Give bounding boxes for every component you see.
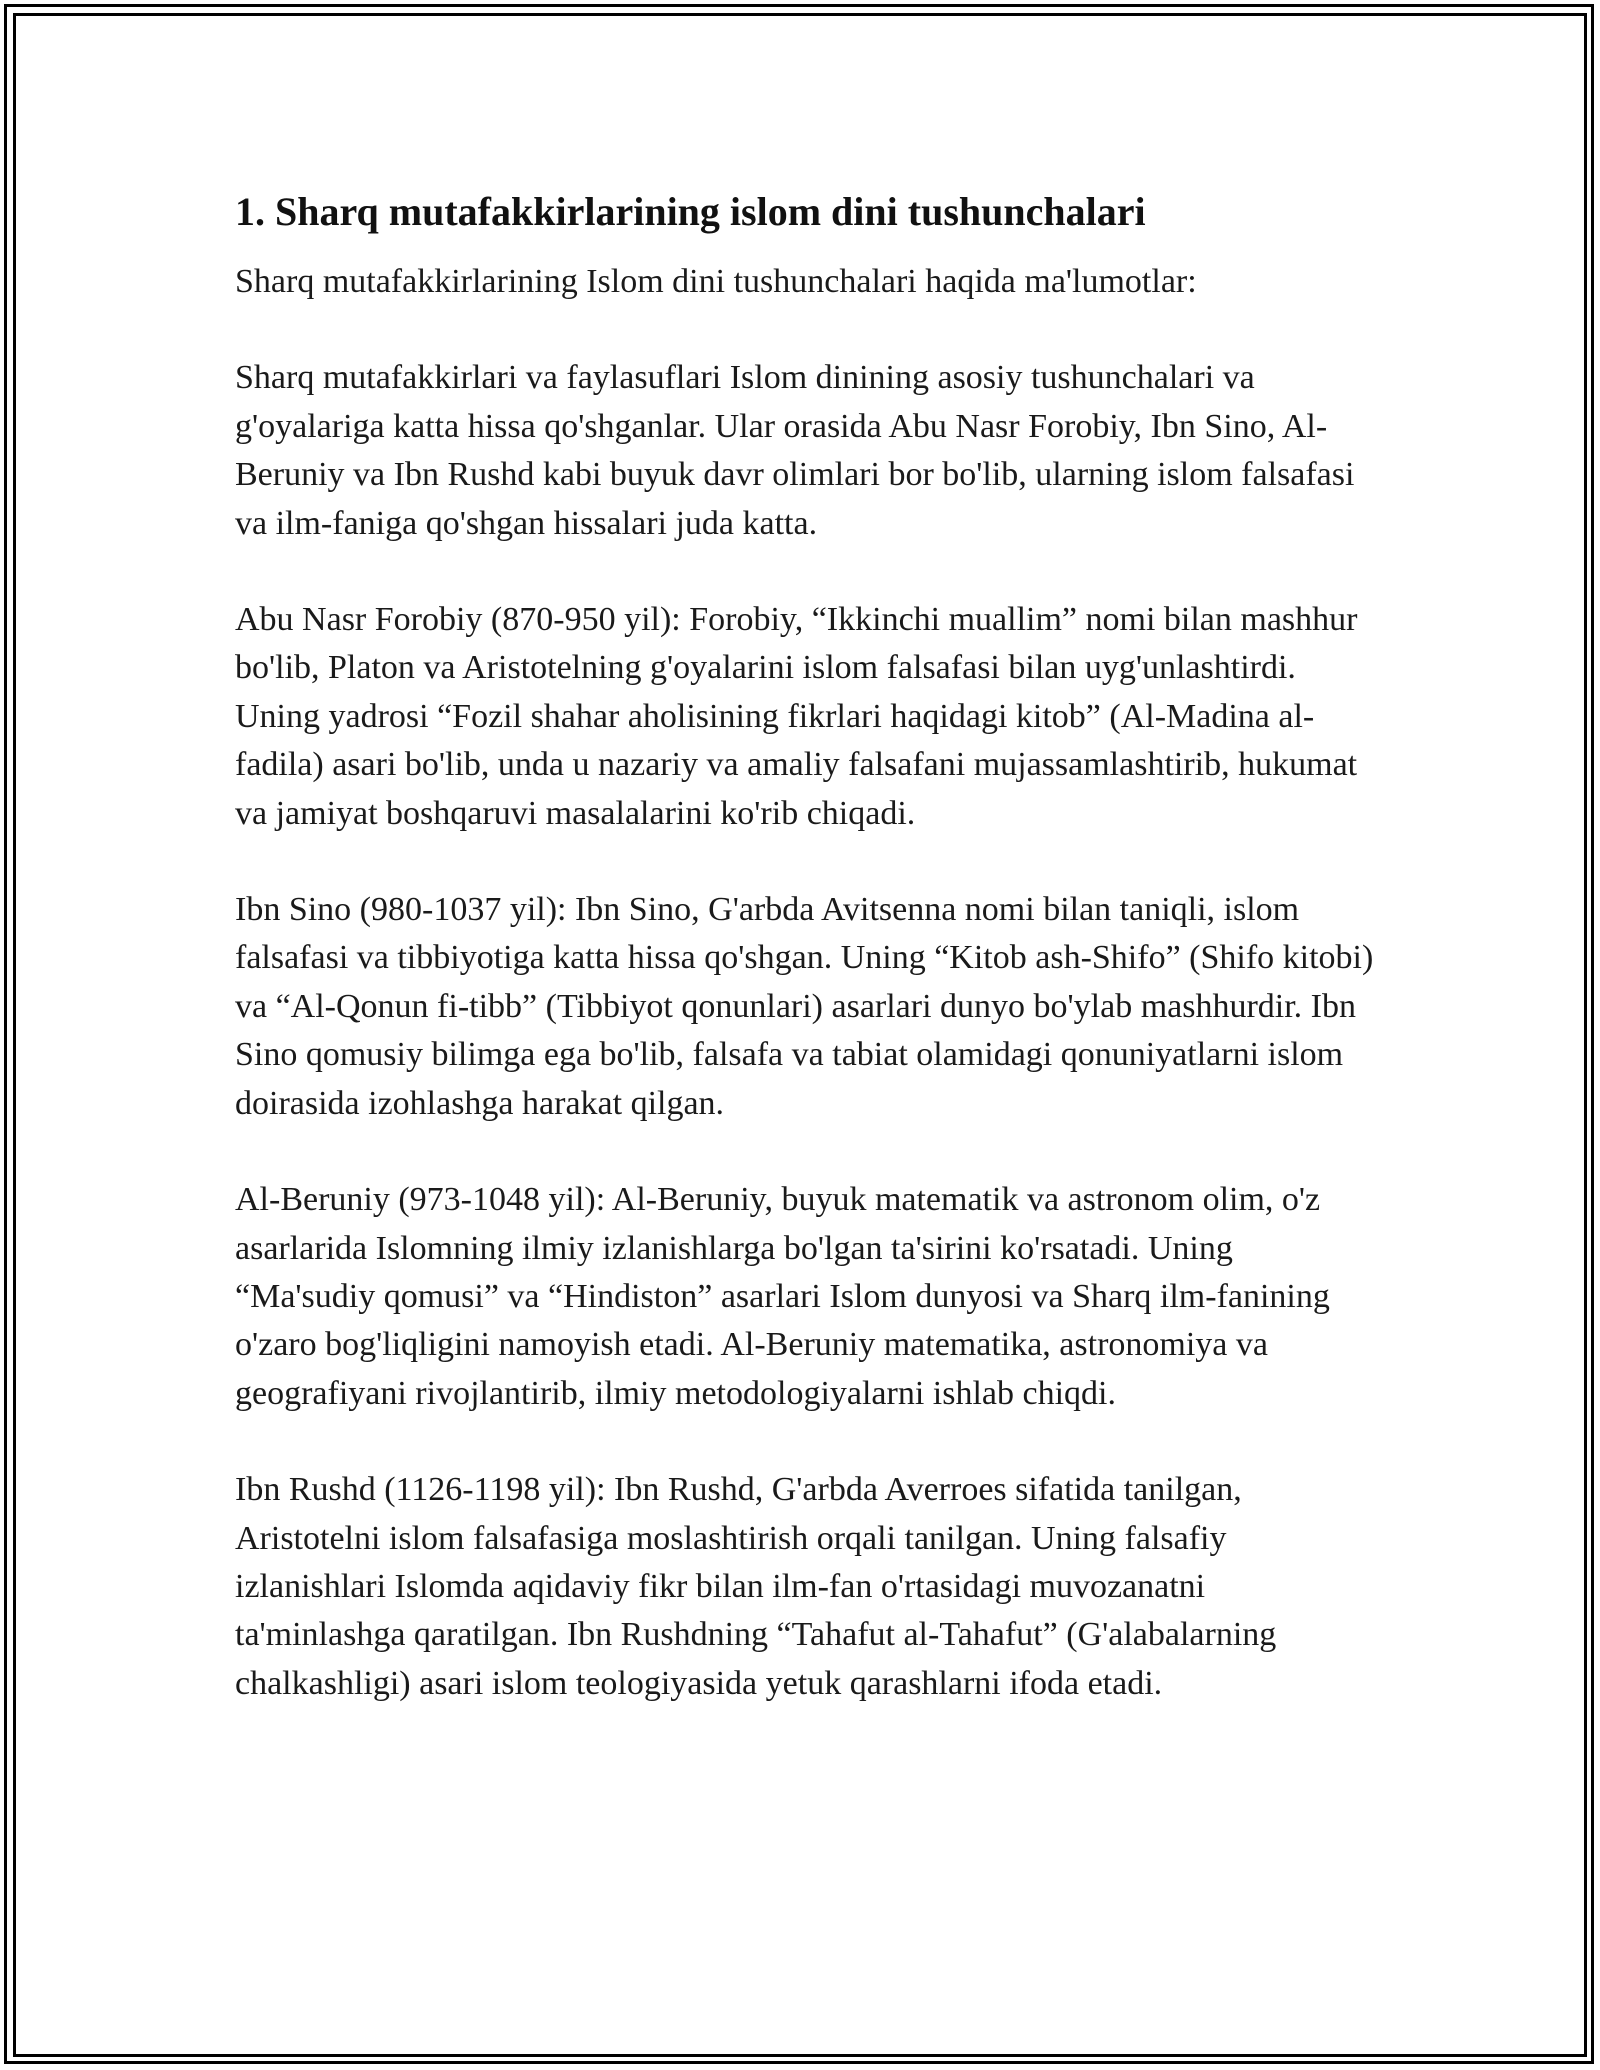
paragraph-ibn-rushd: Ibn Rushd (1126-1198 yil): Ibn Rushd, G'arbda Averroes sifatida tanilgan, Aristotelni islom falsafasiga moslashtirish orqali tanilgan. Uning falsafiy izlanishlari Islomda aqidaviy fikr bilan ilm-fan o'rtasidagi muvozanatni ta'minlashga qaratilgan. Ibn Rushdning “Tahafut al-Tahafut” (G'alabalarning chalkashligi) asari islom teologiyasida yetuk qarashlarni ifoda etadi. — [235, 1471, 1277, 1702]
paragraph-overview: Sharq mutafakkirlari va faylasuflari Islom dinining asosiy tushunchalari va g'oyalariga katta hissa qo'shganlar. Ular orasida Abu Nasr Forobiy, Ibn Sino, Al-Beruniy va Ibn Rushd kabi buyuk davr olimlari bor bo'lib, ularning islom falsafasi va ilm-faniga qo'shgan hissalari juda katta. — [235, 359, 1355, 542]
paragraph-forobiy: Abu Nasr Forobiy (870-950 yil): Forobiy, “Ikkinchi muallim” nomi bilan mashhur bo'lib, Platon va Aristotelning g'oyalarini islom falsafasi bilan uyg'unlashtirdi. Uning yadrosi “Fozil shahar aholisining fikrlari haqidagi kitob” (Al-Madina al-fadila) asari bo'lib, unda u nazariy va amaliy falsafani mujassamlashtirib, hukumat va jamiyat boshqaruvi masalalarini ko'rib chiqadi. — [235, 601, 1358, 832]
intro-paragraph: Sharq mutafakkirlarining Islom dini tushunchalari haqida ma'lumotlar: — [235, 263, 1197, 300]
paragraph-beruniy: Al-Beruniy (973-1048 yil): Al-Beruniy, buyuk matematik va astronom olim, o'z asarlarida Islomning ilmiy izlanishlarga bo'lgan ta'sirini ko'rsatadi. Uning “Ma'sudiy qomusi” va “Hindiston” asarlari Islom dunyosi va Sharq ilm-fanining o'zaro bog'liqligini namoyish etadi. Al-Beruniy matematika, astronomiya va geografiyani rivojlantirib, ilmiy metodologiyalarni ishlab chiqdi. — [235, 1181, 1330, 1412]
document-body — [235, 186, 1375, 1756]
section-heading: 1. Sharq mutafakkirlarining islom dini tushunchalari — [235, 189, 1146, 234]
paragraph-ibn-sino: Ibn Sino (980-1037 yil): Ibn Sino, G'arbda Avitsenna nomi bilan taniqli, islom falsafasi va tibbiyotiga katta hissa qo'shgan. Uning “Kitob ash-Shifo” (Shifo kitobi) va “Al-Qonun fi-tibb” (Tibbiyot qonunlari) asarlari dunyo bo'ylab mashhurdir. Ibn Sino qomusiy bilimga ega bo'lib, falsafa va tabiat olamidagi qonuniyatlarni islom doirasida izohlashga harakat qilgan. — [235, 891, 1374, 1122]
